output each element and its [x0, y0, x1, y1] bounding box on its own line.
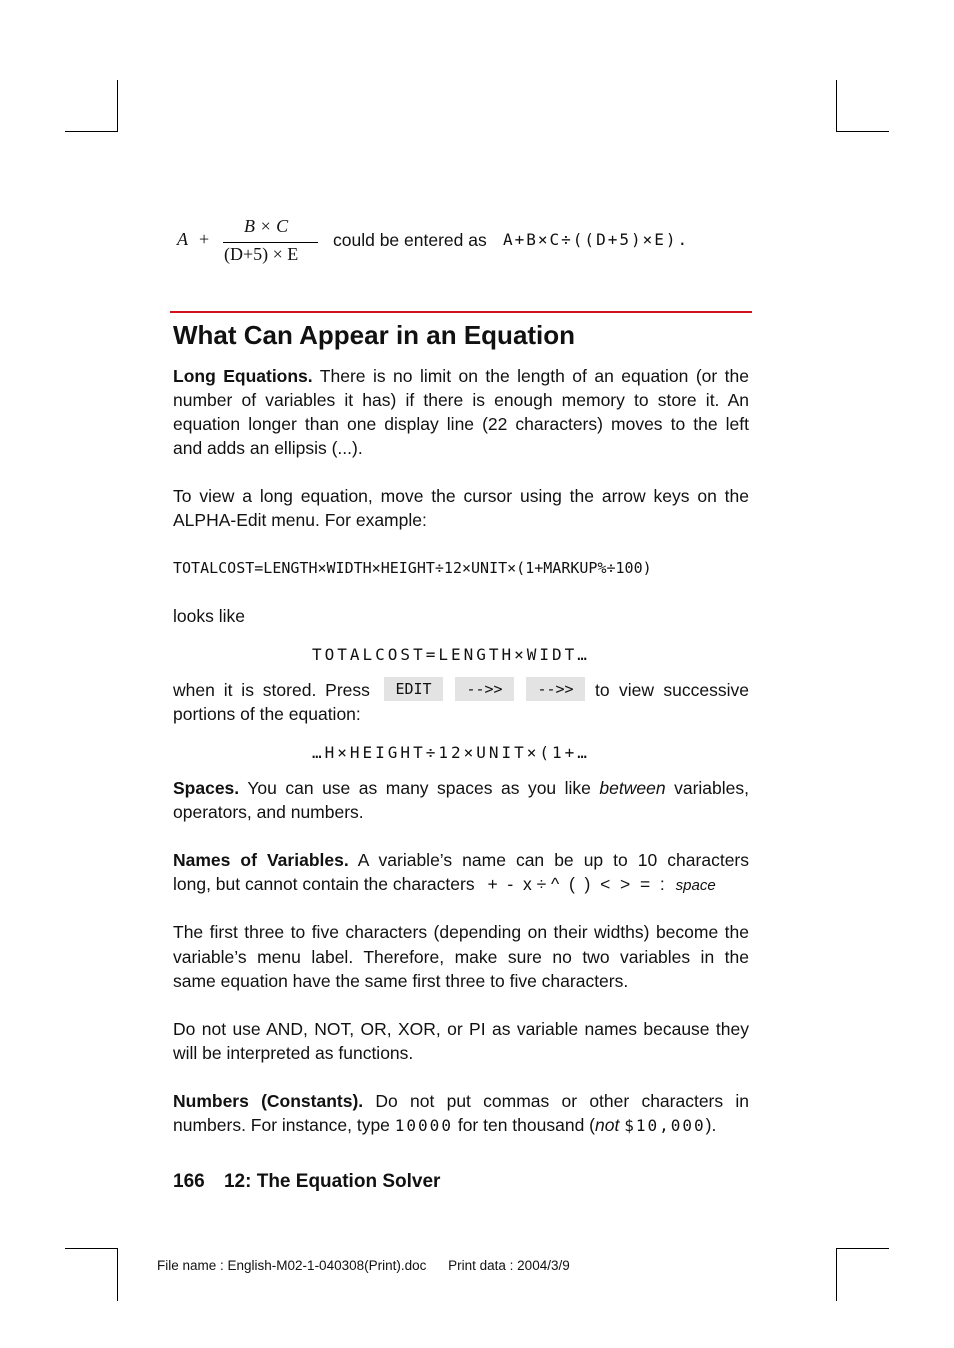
numbers-line-1: Numbers (Constants). Do not put commas or other characters in — [173, 1091, 749, 1111]
crop-mark-bottom-left-h — [65, 1248, 118, 1249]
formula-plus: + — [199, 229, 210, 249]
formula-entered: A+B×C÷((D+5)×E). — [503, 230, 690, 249]
first-three-line-3: same equation have the same first three to five characters. — [173, 971, 629, 991]
section-heading: What Can Appear in an Equation — [173, 320, 576, 350]
page-footer — [173, 1168, 440, 1196]
page-number: 166 — [173, 1171, 205, 1192]
arrow-right-key-2[interactable]: -->> — [526, 677, 585, 701]
crop-mark-bottom-right-h — [836, 1248, 889, 1249]
crop-mark-top-right-v — [836, 80, 837, 132]
stored-line-2: portions of the equation: — [173, 704, 361, 724]
print-date: Print data : 2004/3/9 — [448, 1258, 570, 1273]
long-equations-line-3: equation longer than one display line (22 characters) moves to the left — [173, 414, 749, 434]
crop-mark-bottom-left-v — [117, 1248, 118, 1301]
edit-key[interactable]: EDIT — [384, 677, 443, 701]
crop-mark-bottom-right-v — [836, 1248, 837, 1301]
file-info — [157, 1256, 570, 1276]
spaces-line-1: Spaces. You can use as many spaces as you like between variables, — [173, 778, 749, 798]
long-equations-line-1: Long Equations. There is no limit on the length of an equation (or the — [173, 366, 749, 386]
stored-text-before: when it is stored. Press — [173, 680, 370, 700]
numbers-label: Numbers (Constants). — [173, 1091, 364, 1111]
first-three-line-2: variable’s menu label. Therefore, make sure no two variables in the — [173, 947, 749, 967]
example-equation: TOTALCOST=LENGTH×WIDTH×HEIGHT÷12×UNIT×(1+MARKUP%÷100) — [173, 559, 652, 577]
crop-mark-top-right-h — [836, 131, 889, 132]
display-line-1: TOTALCOST=LENGTH×WIDT… — [312, 645, 590, 664]
looks-like-text: looks like — [173, 606, 245, 626]
long-equations-line-2: number of variables it has) if there is enough memory to store it. An — [173, 390, 749, 410]
code-dollar-10000: $10,000 — [624, 1116, 706, 1135]
crop-mark-top-left-h — [65, 131, 118, 132]
crop-mark-top-left-v — [117, 80, 118, 132]
file-name: File name : English-M02-1-040308(Print).doc — [157, 1258, 427, 1273]
long-equations-label: Long Equations. — [173, 366, 313, 386]
formula-denominator: (D+5) × E — [224, 244, 299, 264]
numbers-line-2: numbers. For instance, type 10000 for ten thousand (not $10,000). — [173, 1115, 717, 1135]
first-three-line-1: The first three to five characters (depending on their widths) become the — [173, 922, 749, 942]
forbidden-chars: + - x ÷ ^ ( ) < > = : — [487, 874, 665, 894]
arrow-right-key-1[interactable]: -->> — [455, 677, 514, 701]
view-line-1: To view a long equation, move the cursor using the arrow keys on the — [173, 486, 749, 506]
stored-text-after: to view successive — [595, 680, 749, 700]
formula-a: A — [177, 229, 188, 249]
chapter-title: 12: The Equation Solver — [223, 1171, 441, 1192]
display-line-2: …H×HEIGHT÷12×UNIT×(1+… — [312, 743, 590, 762]
heading-rule — [170, 311, 752, 313]
space-word: space — [675, 877, 716, 894]
long-equations-line-4: and adds an ellipsis (...). — [173, 438, 363, 458]
names-label: Names of Variables. — [173, 850, 349, 870]
fraction-bar — [223, 242, 318, 243]
do-not-line-2: will be interpreted as functions. — [173, 1043, 414, 1063]
view-line-2: ALPHA-Edit menu. For example: — [173, 510, 427, 530]
spaces-line-2: operators, and numbers. — [173, 802, 364, 822]
formula-text: could be entered as — [333, 230, 487, 250]
names-line-2: long, but cannot contain the characters + - x ÷ ^ ( ) < > = : space — [173, 874, 716, 894]
code-10000: 10000 — [394, 1116, 453, 1135]
do-not-line-1: Do not use AND, NOT, OR, XOR, or PI as variable names because they — [173, 1019, 749, 1039]
formula-numerator: B × C — [244, 216, 289, 236]
spaces-label: Spaces. — [173, 778, 240, 798]
names-line-1: Names of Variables. A variable’s name can be up to 10 characters — [173, 850, 749, 870]
